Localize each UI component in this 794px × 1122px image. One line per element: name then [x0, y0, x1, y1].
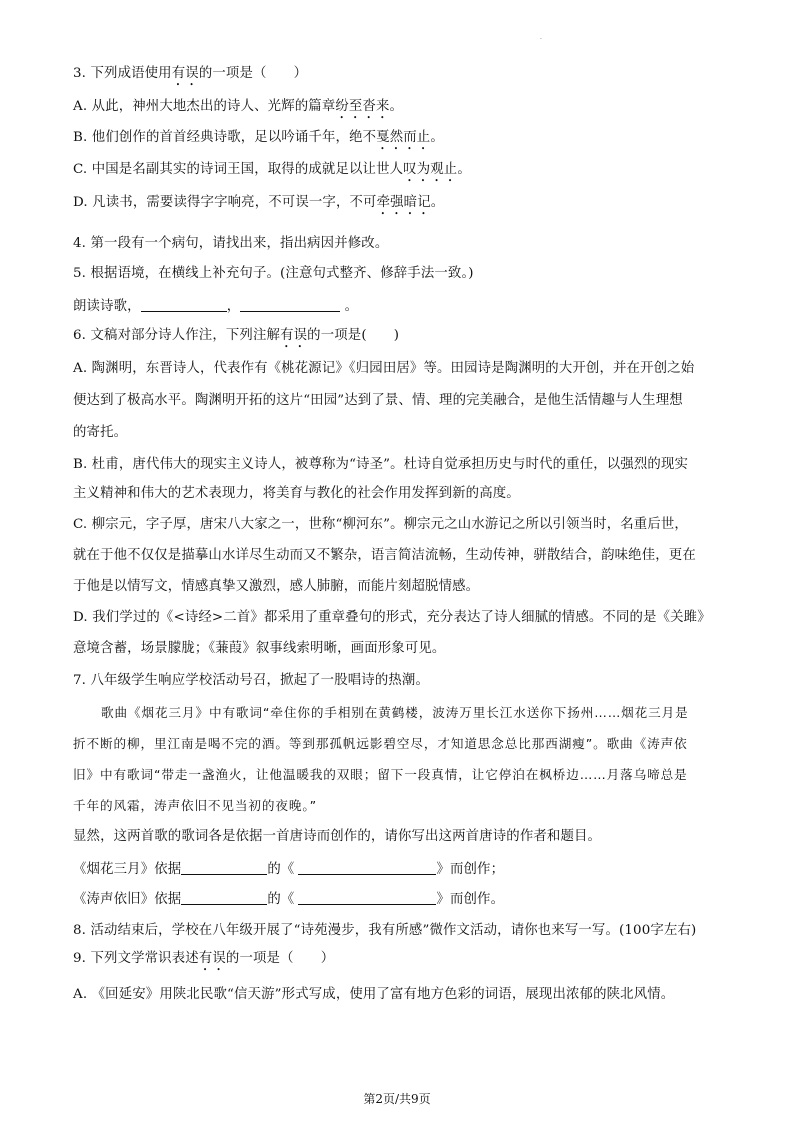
- q3-stem: 3. 下列成语使用有误的一项是（ ）: [73, 66, 308, 81]
- q7-lyrics-line: 千年的风霜，涛声依旧不见当初的夜晚。”: [73, 798, 318, 813]
- q7-lyrics-line: 折不断的柳，里江南是喝不完的酒。等到那孤帆远影碧空尽，才知道思念总比那西湖瘦”。歌曲《涛声依: [73, 736, 688, 751]
- q3-option-d: D. 凡读书，需要读得字字响亮，不可误一字，不可牵强暗记。: [73, 195, 445, 210]
- q7-author-blank-1[interactable]: [181, 860, 267, 875]
- q9-option-a: A. 《回延安》用陕北民歌“信天游”形式写成，使用了富有地方色彩的词语，展现出浓郁的陕北风情。: [73, 987, 675, 1002]
- q7-ask: 显然，这两首歌的歌词各是依据一首唐诗而创作的，请你写出这两首唐诗的作者和题目。: [73, 829, 602, 844]
- q7-stem: 7. 八年级学生响应学校活动号召，掀起了一股唱诗的热潮。: [73, 673, 429, 688]
- q3-option-a: A. 从此，神州大地杰出的诗人、光辉的篇章纷至沓来。: [73, 99, 404, 114]
- q7-lyrics-line: 歌曲《烟花三月》中有歌词“牵住你的手相别在黄鹤楼，波涛万里长江水送你下扬州……烟花三月是: [101, 705, 689, 720]
- q5-answer-line: 朗读诗歌， ， 。: [73, 299, 359, 314]
- q6-line: 主义精神和伟大的艺术表现力，将美育与教化的社会作用发挥到新的高度。: [73, 486, 520, 501]
- q6-line: 于他是以情写文，情感真挚又激烈，感人肺腑，而能片刻超脱情感。: [73, 579, 480, 594]
- q7-lyrics-line: 旧》中有歌词“带走一盏渔火，让他温暖我的双眼；留下一段真情，让它停泊在枫桥边……月落乌啼总是: [73, 767, 688, 782]
- q7-answer-row-1: 《烟花三月》依据 的《 》而创作；: [73, 862, 505, 877]
- q7-title-blank-2[interactable]: [298, 890, 436, 905]
- q6-line: 便达到了极高水平。陶渊明开拓的这片“田园”达到了景、情、理的完美融合，是他生活情趣与人生理想: [73, 393, 683, 408]
- q3-option-c: C. 中国是名副其实的诗词王国，取得的成就足以让世人叹为观止。: [73, 162, 471, 177]
- page-number: 第2页/共9页: [363, 1092, 431, 1106]
- q7-author-blank-2[interactable]: [181, 890, 267, 905]
- q6-line: 的寄托。: [73, 425, 128, 440]
- q4-stem: 4. 第一段有一个病句，请找出来，指出病因并修改。: [73, 236, 389, 251]
- corner-mark: .: [540, 34, 542, 41]
- q6-line: 就在于他不仅仅是描摹山水详尽生动而又不繁杂，语言简洁流畅，生动传神，骈散结合，韵味绝佳，更在: [73, 548, 696, 563]
- q8-stem: 8. 活动结束后，学校在八年级开展了“诗苑漫步，我有所感”微作文活动，请你也来写一写。(100字左右): [73, 923, 697, 938]
- q6-line: D. 我们学过的《<诗经>二首》都采用了重章叠句的形式，充分表达了诗人细腻的情感。不同的是《关雎》: [73, 610, 711, 625]
- q9-stem: 9. 下列文学常识表述有误的一项是（ ）: [73, 951, 335, 966]
- q6-line: C. 柳宗元，字子厚，唐宋八大家之一，世称“柳河东”。柳宗元之山水游记之所以引领当时，名重后世，: [73, 517, 688, 532]
- q7-answer-row-2: 《涛声依旧》依据 的《 》而创作。: [73, 892, 505, 907]
- q7-title-blank-1[interactable]: [298, 860, 436, 875]
- q5-blank-1[interactable]: [141, 297, 227, 312]
- q3-option-b: B. 他们创作的首首经典诗歌，足以吟诵千年，绝不戛然而止。: [73, 130, 444, 145]
- q6-line: A. 陶渊明，东晋诗人，代表作有《桃花源记》《归园田居》等。田园诗是陶渊明的大开创，并在开创之始: [73, 361, 695, 376]
- q5-stem: 5. 根据语境，在横线上补充句子。(注意句式整齐、修辞手法一致。): [73, 266, 474, 281]
- q6-line: 意境含蓄，场景朦胧；《蒹葭》叙事线索明晰，画面形象可见。: [73, 641, 446, 656]
- q6-stem: 6. 文稿对部分诗人作注，下列注解有误的一项是( ): [73, 328, 400, 343]
- q6-line: B. 杜甫，唐代伟大的现实主义诗人，被尊称为“诗圣”。杜诗自觉承担历史与时代的重任，以强烈的现实: [73, 457, 689, 472]
- q5-blank-2[interactable]: [240, 297, 340, 312]
